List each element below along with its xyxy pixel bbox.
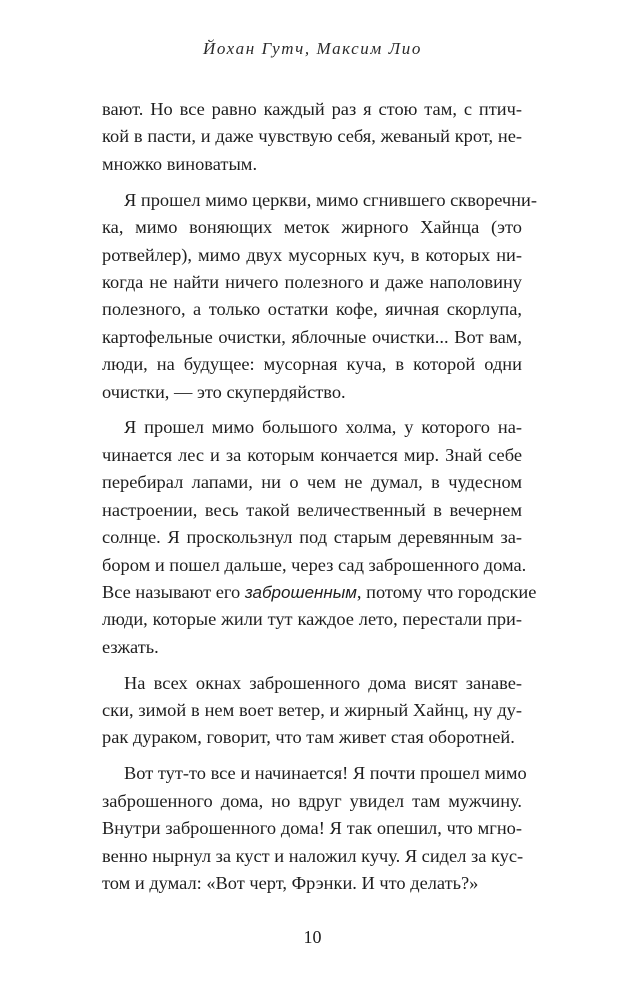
text-line: бором и пошел дальше, через сад заброшенного дома. xyxy=(102,554,527,575)
text-line: рак дураком, говорит, что там живет стая оборотней. xyxy=(102,727,515,748)
text-line: полезного, а только остатки кофе, яичная скорлупа, xyxy=(102,299,522,320)
text-fragment: , потому что городские xyxy=(356,581,537,602)
text-line: Я прошел мимо большого холма, у которого на- xyxy=(124,417,522,438)
body-text xyxy=(102,96,537,906)
text-line: солнце. Я проскользнул под старым деревянным за- xyxy=(102,527,522,548)
text-line xyxy=(102,579,537,606)
text-line: ротвейлер), мимо двух мусорных куч, в которых ни- xyxy=(102,244,522,265)
text-line: ски, зимой в нем воет ветер, и жирный Хайнц, ну ду- xyxy=(102,700,522,721)
page-number: 10 xyxy=(303,927,322,947)
text-line: люди, на будущее: мусорная куча, в которой одни xyxy=(102,354,522,375)
text-line: когда не найти ничего полезного и даже наполовину xyxy=(102,271,522,292)
paragraph xyxy=(102,187,537,406)
text-line: том и думал: «Вот черт, Фрэнки. И что делать?» xyxy=(102,872,479,893)
text-line: кой в пасти, и даже чувствую себя, жеваный крот, не- xyxy=(102,126,522,147)
text-line: заброшенного дома, но вдруг увидел там мужчину. xyxy=(102,790,522,811)
paragraph xyxy=(102,670,522,752)
text-line: люди, которые жили тут каждое лето, перестали при- xyxy=(102,609,522,630)
text-line: Внутри заброшенного дома! Я так опешил, что мгно- xyxy=(102,818,522,839)
paragraph xyxy=(102,96,522,178)
emphasized-word: заброшенным xyxy=(244,582,357,602)
text-line: На всех окнах заброшенного дома висят занаве- xyxy=(124,672,522,693)
text-line: перебирал лапами, ни о чем не думал, в чудесном xyxy=(102,472,522,493)
running-header: Йохан Гутч, Максим Лио xyxy=(203,39,422,58)
text-line: Я прошел мимо церкви, мимо сгнившего скворечни- xyxy=(124,189,537,210)
text-line: вают. Но все равно каждый раз я стою там, с птич- xyxy=(102,99,522,119)
text-line: Вот тут-то все и начинается! Я почти прошел мимо xyxy=(124,763,527,784)
text-line: настроении, весь такой величественный в вечернем xyxy=(102,499,522,520)
text-line: венно нырнул за куст и наложил кучу. Я сидел за кус- xyxy=(102,845,524,866)
text-line: очистки, — это скупердяйство. xyxy=(102,381,346,402)
text-line: ка, мимо воняющих меток жирного Хайнца (это xyxy=(102,217,522,238)
text-line: множко виноватым. xyxy=(102,153,258,174)
paragraph xyxy=(102,760,527,897)
text-fragment: Все называют его xyxy=(102,581,245,602)
text-line: картофельные очистки, яблочные очистки... Вот вам, xyxy=(102,326,522,347)
paragraph xyxy=(102,414,537,661)
text-line: чинается лес и за которым кончается мир. Знай себе xyxy=(102,444,522,465)
text-line: езжать. xyxy=(102,636,159,657)
